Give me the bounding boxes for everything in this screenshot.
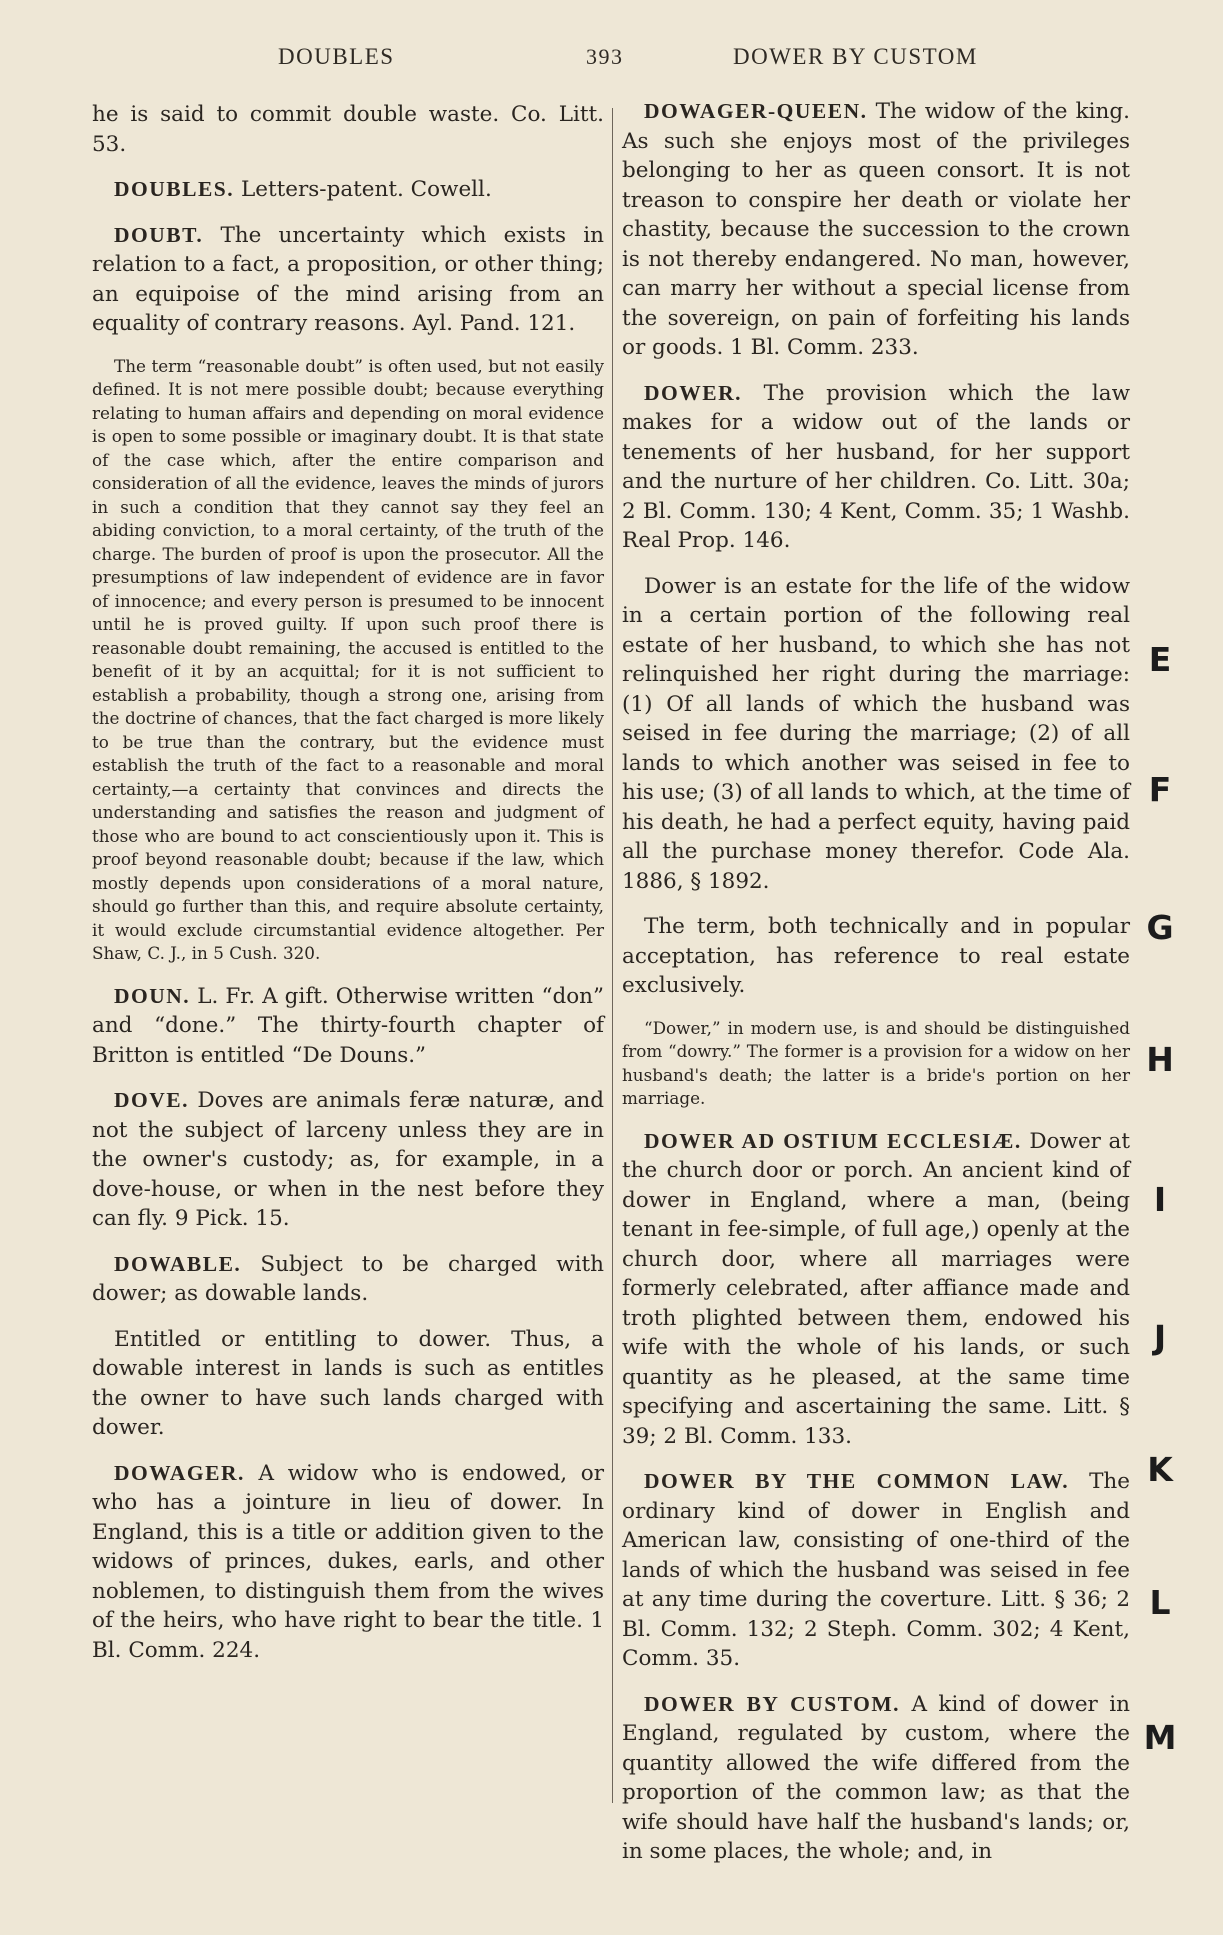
dictionary-entry [622, 379, 1130, 556]
dictionary-entry [92, 982, 604, 1071]
dictionary-entry [92, 355, 604, 966]
thumb-index-letter[interactable]: H [1146, 1040, 1174, 1079]
dictionary-entry [622, 912, 1130, 1001]
entry-headword: DOWABLE. [114, 1251, 242, 1276]
entry-headword: DOUN. [114, 983, 191, 1008]
dictionary-entry [622, 1690, 1130, 1867]
entry-text: Dower is an estate for the life of the widow in a certain portion of the following real estate of her husband, to which she has not relinquished her right during the marriage: (1) Of all lands of which the husband was seised in fee during the marriage; (2) of all lands to which another was seised in fee to his use; (3) of all lands to which, at the time of his death, he had a perfect equity, having paid all the purchase money therefor. Code Ala. 1886, § 1892. [622, 573, 1130, 894]
column-divider [612, 108, 613, 1803]
dictionary-entry [92, 1459, 604, 1666]
entry-headword: DOUBLES. [114, 177, 235, 201]
thumb-index-letter[interactable]: K [1147, 1450, 1173, 1489]
dictionary-entry [92, 1086, 604, 1234]
entry-text: A kind of dower in England, regulated by custom, where the quantity allowed the wife differed from the proportion of the common law; as that the wife should have half the husband's lands; or, in some places, the whole; and, in [622, 1691, 1130, 1864]
entry-headword: DOWAGER. [114, 1460, 245, 1485]
entry-headword: DOWER AD OSTIUM ECCLESIÆ. [644, 1128, 1022, 1153]
thumb-index-letter[interactable]: M [1143, 1718, 1177, 1757]
entry-text: “Dower,” in modern use, is and should be distinguished from “dowry.” The former is a provision for a widow on her husband's death; the latter is a bride's portion on her marriage. [622, 1017, 1130, 1108]
entry-text: The provision which the law makes for a widow out of the lands or tenements of her husband, for her support and the nurture of her children. Co. Litt. 30a; 2 Bl. Comm. 130; 4 Kent, Comm. 35; 1 Washb. Real Prop. 146. [622, 380, 1130, 553]
dictionary-entry [92, 1250, 604, 1309]
entry-text: The uncertainty which exists in relation to a fact, a proposition, or other thing; an equipoise of the mind arising from an equality of contrary reasons. Ayl. Pand. 121. [92, 222, 604, 336]
entry-text: The widow of the king. As such she enjoys most of the privileges belonging to her as queen consort. It is not treason to conspire her death or violate her chastity, because the succession to the crown is not thereby endangered. No man, however, can marry her without a special license from the sovereign, on pain of forfeiting his lands or goods. 1 Bl. Comm. 233. [622, 99, 1130, 360]
right-column [622, 97, 1130, 1883]
entry-text: The term “reasonable doubt” is often used, but not easily defined. It is not mere possible doubt; because everything relating to human affairs and depending on moral evidence is open to some possible or imaginary doubt. It is that state of the case which, after the entire comparison and consideration of all the evidence, leaves the minds of jurors in such a condition that they cannot say they feel an abiding conviction, to a moral certainty, of the truth of the charge. The burden of proof is upon the prosecutor. All the presumptions of law independent of evidence are in favor of innocence; and every person is presumed to be innocent until he is proved guilty. If upon such proof there is reasonable doubt remaining, the accused is entitled to the benefit of it by an acquittal; for it is not sufficient to establish a probability, though a strong one, arising from the doctrine of chances, that the fact charged is more likely to be true than the contrary, but the evidence must establish the truth of the fact to a reasonable and moral certainty,—a certainty that convinces and directs the understanding and satisfies the reason and judgment of those who are bound to act conscientiously upon it. This is proof beyond reasonable doubt; because if the law, which mostly depends upon considerations of a moral nature, should go further than this, and require absolute certainty, it would exclude circumstantial evidence altogether. Per Shaw, C. J., in 5 Cush. 320. [92, 355, 604, 963]
thumb-index [1140, 0, 1200, 1935]
dictionary-entry [622, 1467, 1130, 1674]
entry-text: Entitled or entitling to dower. Thus, a dowable interest in lands is such as entitles the owner to have such lands charged with dower. [92, 1326, 604, 1440]
thumb-index-letter[interactable]: I [1153, 1180, 1167, 1219]
entry-headword: DOWER BY CUSTOM. [644, 1691, 900, 1716]
entry-text: The ordinary kind of dower in English and American law, consisting of one-third of the lands of which the husband was seised in fee at any time during the coverture. Litt. § 36; 2 Bl. Comm. 132; 2 Steph. Comm. 302; 4 Kent, Comm. 35. [622, 1469, 1130, 1671]
entry-text: A widow who is endowed, or who has a jointure in lieu of dower. In England, this is a title or addition given to the widows of princes, dukes, earls, and other noblemen, to distinguish them from the wives of the heirs, who have right to bear the title. 1 Bl. Comm. 224. [92, 1460, 604, 1663]
dictionary-entry [92, 1325, 604, 1443]
dictionary-entry [92, 100, 604, 159]
entry-text: The term, both technically and in popular acceptation, has reference to real estate exclusively. [622, 914, 1130, 998]
entry-headword: DOVE. [114, 1088, 189, 1112]
entry-headword: DOWAGER-QUEEN. [644, 99, 868, 123]
dictionary-entry [92, 221, 604, 339]
thumb-index-letter[interactable]: E [1148, 640, 1172, 679]
entry-text: L. Fr. A gift. Otherwise written “don” and “done.” The thirty-fourth chapter of Britton is entitled “De Douns.” [92, 983, 604, 1068]
thumb-index-letter[interactable]: G [1146, 908, 1174, 947]
dictionary-entry [92, 175, 604, 205]
thumb-index-letter[interactable]: L [1149, 1583, 1171, 1622]
entry-text: he is said to commit double waste. Co. Litt. 53. [92, 102, 604, 157]
thumb-index-letter[interactable]: F [1148, 770, 1172, 809]
dictionary-entry [622, 1017, 1130, 1111]
dictionary-entry [622, 1127, 1130, 1452]
entry-text: Letters-patent. Cowell. [240, 177, 492, 202]
running-head-left: DOUBLES [278, 44, 395, 69]
entry-headword: DOWER. [644, 380, 742, 405]
entry-text: Dower at the church door or porch. An ancient kind of dower in England, where a man, (being tenant in fee-simple, of full age,) openly at the church door, where all marriages were formerly celebrated, after affiance made and troth plighted between them, endowed his wife with the whole of his lands, or such quantity as he pleased, at the same time specifying and ascertaining the same. Litt. § 39; 2 Bl. Comm. 133. [622, 1128, 1130, 1449]
dictionary-entry [622, 572, 1130, 897]
dictionary-entry [622, 97, 1130, 363]
left-column [92, 100, 604, 1681]
entry-text: Doves are animals feræ naturæ, and not the subject of larceny unless they are in the owner's custody; as, for example, in a dove-house, or when in the nest before they can fly. 9 Pick. 15. [92, 1088, 604, 1231]
page-number: 393 [586, 44, 624, 69]
entry-headword: DOWER BY THE COMMON LAW. [644, 1469, 1070, 1493]
running-head-right: DOWER BY CUSTOM [733, 44, 978, 69]
entry-text: Subject to be charged with dower; as dowable lands. [92, 1251, 604, 1306]
entry-headword: DOUBT. [114, 222, 204, 247]
thumb-index-letter[interactable]: J [1153, 1318, 1167, 1357]
